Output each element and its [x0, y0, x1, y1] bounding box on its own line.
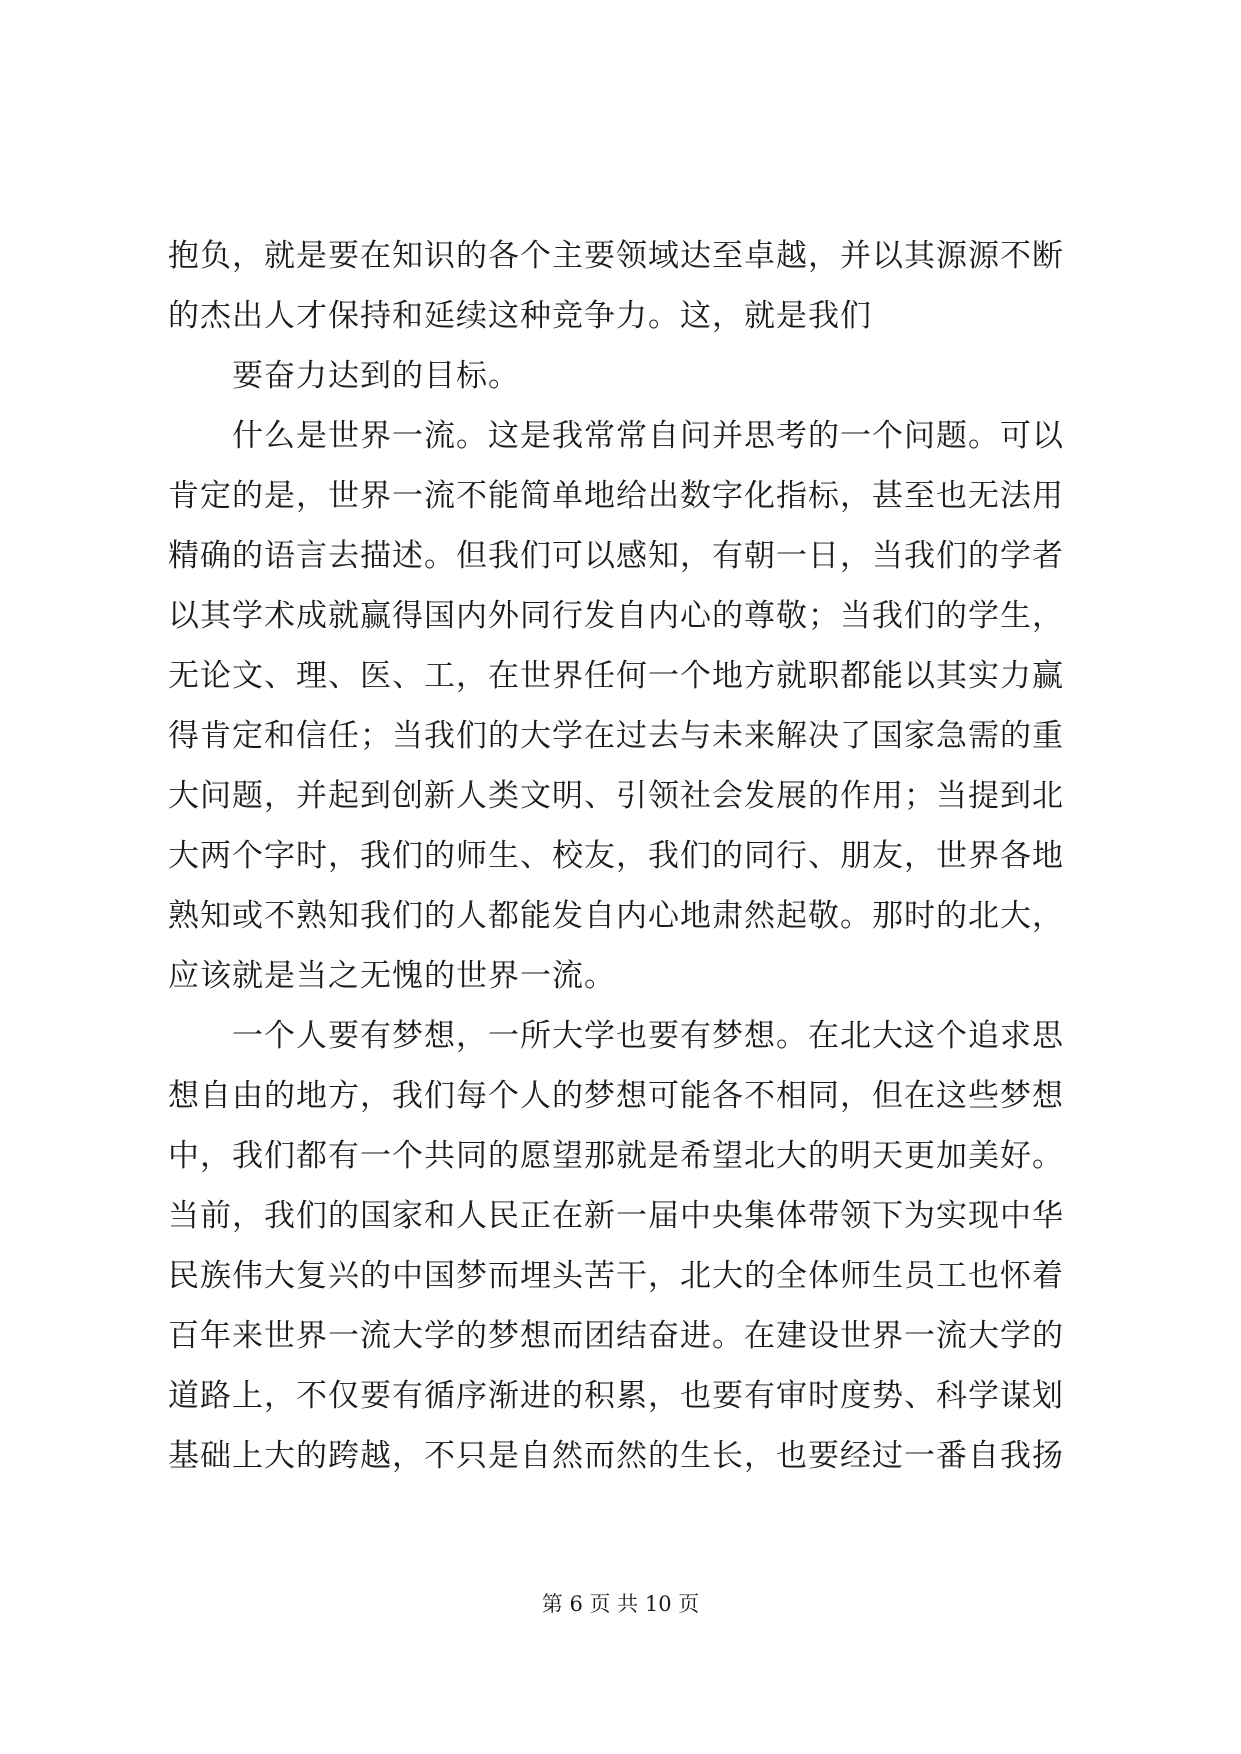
text-line: 无论文、理、医、工，在世界任何一个地方就职都能以其实力赢 [168, 658, 1064, 694]
text-line: 百年来世界一流大学的梦想而团结奋进。在建设世界一流大学的 [168, 1318, 1064, 1354]
text-line: 大问题，并起到创新人类文明、引领社会发展的作用；当提到北 [168, 778, 1064, 814]
paragraph-start: 一个人要有梦想，一所大学也要有梦想。在北大这个追求思 [232, 1018, 1064, 1054]
text-line: 得肯定和信任；当我们的大学在过去与未来解决了国家急需的重 [168, 718, 1064, 754]
text-line: 熟知或不熟知我们的人都能发自内心地肃然起敬。那时的北大， [168, 898, 1064, 934]
text-line: 大两个字时，我们的师生、校友，我们的同行、朋友，世界各地 [168, 838, 1064, 874]
text-line: 当前，我们的国家和人民正在新一届中央集体带领下为实现中华 [168, 1198, 1064, 1234]
document-body [168, 226, 1088, 1486]
paragraph-start: 什么是世界一流。这是我常常自问并思考的一个问题。可以 [232, 418, 1064, 454]
text-line: 的杰出人才保持和延续这种竞争力。这，就是我们 [168, 298, 872, 334]
page-number: 第 6 页 共 10 页 [541, 1592, 700, 1616]
text-line: 应该就是当之无愧的世界一流。 [168, 958, 616, 994]
text-line: 以其学术成就赢得国内外同行发自内心的尊敬；当我们的学生， [168, 598, 1064, 634]
text-line: 肯定的是，世界一流不能简单地给出数字化指标，甚至也无法用 [168, 478, 1064, 514]
text-line: 抱负，就是要在知识的各个主要领域达至卓越，并以其源源不断 [168, 238, 1064, 274]
text-line: 精确的语言去描述。但我们可以感知，有朝一日，当我们的学者 [168, 538, 1064, 574]
text-line: 想自由的地方，我们每个人的梦想可能各不相同，但在这些梦想 [168, 1078, 1064, 1114]
text-line: 道路上，不仅要有循序渐进的积累，也要有审时度势、科学谋划 [168, 1378, 1064, 1414]
page-footer [0, 1588, 1241, 1618]
text-line: 要奋力达到的目标。 [232, 358, 520, 394]
text-line: 中，我们都有一个共同的愿望那就是希望北大的明天更加美好。 [168, 1138, 1064, 1174]
text-line: 基础上大的跨越，不只是自然而然的生长，也要经过一番自我扬 [168, 1438, 1064, 1474]
text-line: 民族伟大复兴的中国梦而埋头苦干，北大的全体师生员工也怀着 [168, 1258, 1064, 1294]
